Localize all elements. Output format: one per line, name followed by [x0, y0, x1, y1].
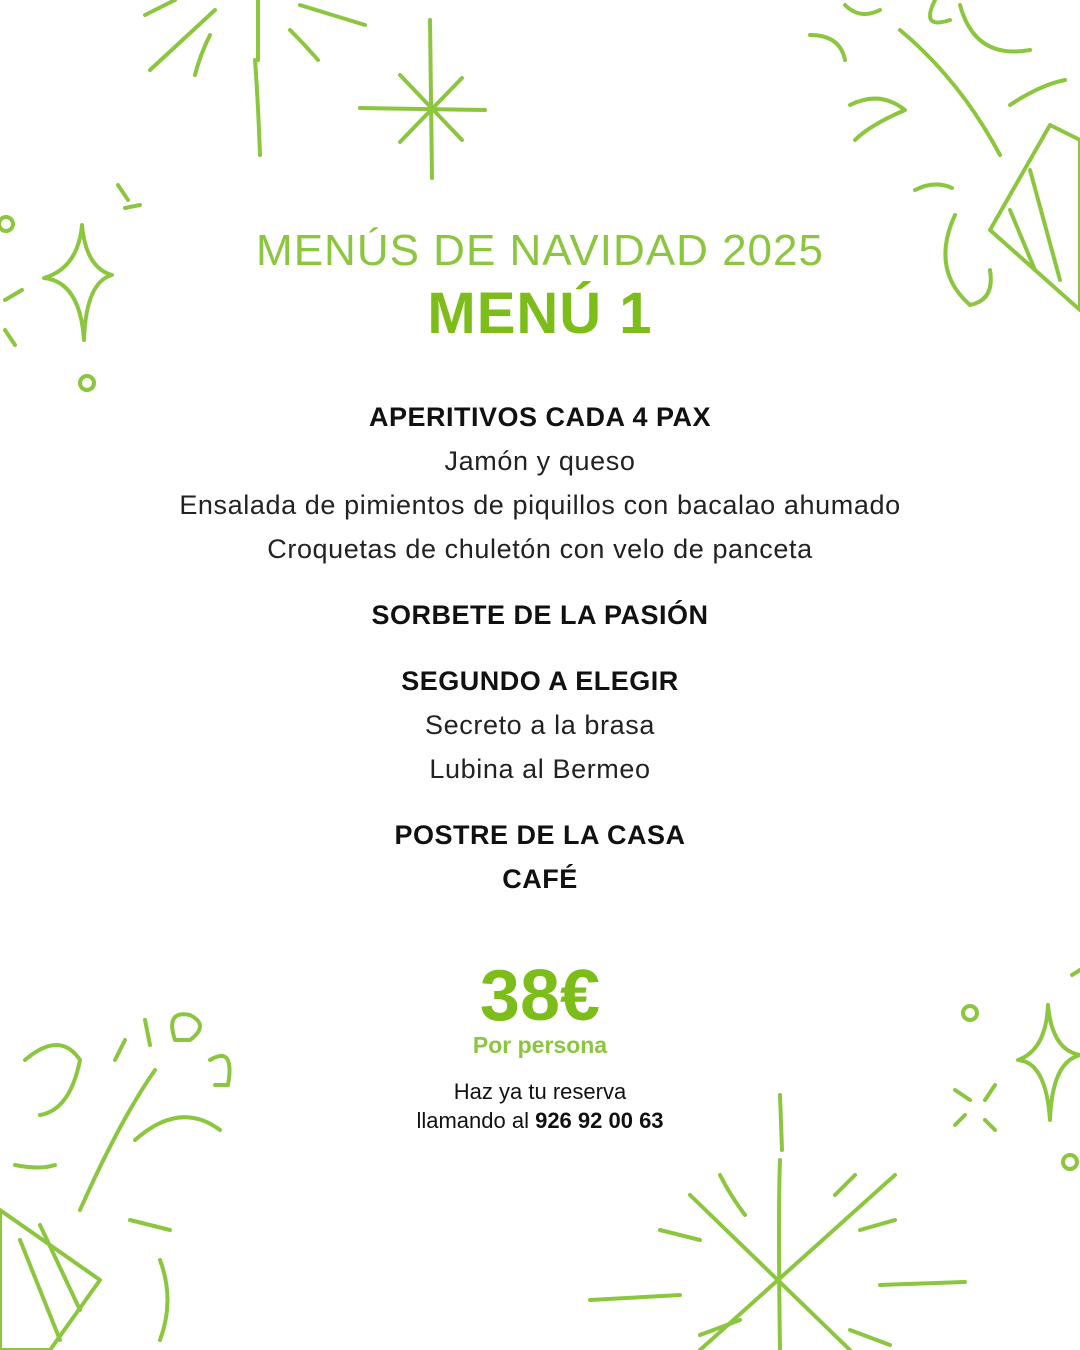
section-heading: POSTRE DE LA CASA — [394, 820, 686, 850]
dish-item: Jamón y queso — [444, 446, 636, 476]
party-popper-icon — [0, 1014, 230, 1350]
price-per-person: Por persona — [472, 1032, 608, 1058]
firework-burst-icon — [145, 0, 365, 155]
dish-item: Croquetas de chuletón con velo de panceta — [267, 534, 813, 564]
reservation-line: Haz ya tu reserva — [453, 1079, 627, 1104]
dish-item: Lubina al Bermeo — [429, 754, 651, 784]
reservation-phone-line — [0, 1108, 1080, 1134]
section-heading: APERITIVOS CADA 4 PAX — [368, 402, 712, 432]
reservation-prefix: llamando al — [416, 1108, 536, 1133]
price: 38€ — [479, 956, 601, 1036]
dish-item: Secreto a la brasa — [425, 710, 655, 740]
section-heading: CAFÉ — [502, 864, 578, 894]
dish-item: Ensalada de pimientos de piquillos con bacalao ahumado — [179, 490, 901, 520]
phone-number[interactable]: 926 92 00 63 — [535, 1108, 664, 1133]
menu-subtitle: MENÚ 1 — [427, 281, 653, 346]
section-heading: SEGUNDO A ELEGIR — [401, 666, 679, 696]
section-heading: SORBETE DE LA PASIÓN — [371, 600, 709, 630]
menu-title: MENÚS DE NAVIDAD 2025 — [256, 226, 824, 275]
firework-burst-icon — [360, 20, 485, 178]
